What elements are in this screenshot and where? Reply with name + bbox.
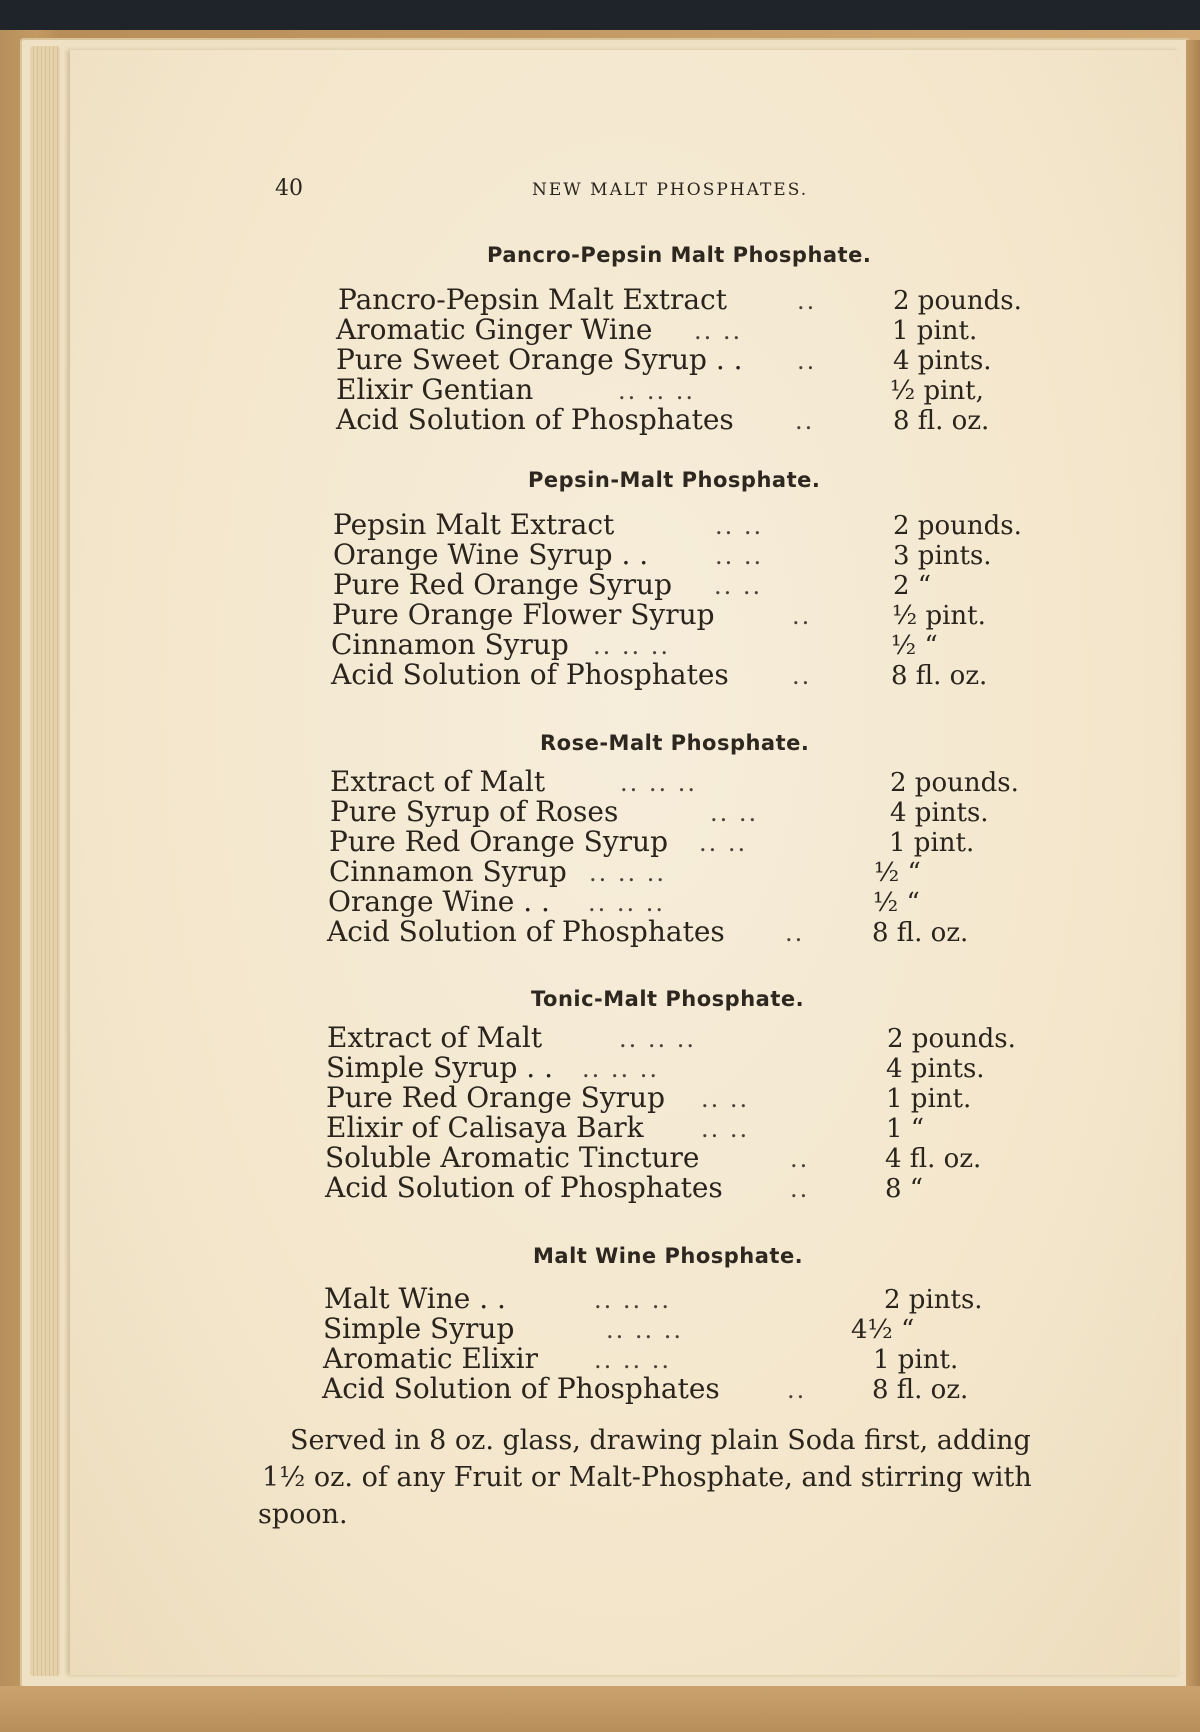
ingredient-amount: ½ “ (874, 858, 921, 888)
dot-leaders: .. .. .. (620, 769, 698, 797)
serving-note-line: spoon. (258, 1499, 348, 1530)
ingredient-name: Elixir of Calisaya Bark (326, 1111, 644, 1144)
recipe-row (330, 767, 1090, 797)
ingredient-name: Acid Solution of Phosphates (322, 1372, 720, 1405)
section-title: Pepsin-Malt Phosphate. (528, 468, 821, 492)
ingredient-name: Orange Wine Syrup . . (333, 538, 649, 571)
ingredient-amount: ½ “ (873, 888, 920, 918)
ingredient-name: Cinnamon Syrup (331, 628, 569, 661)
recipe-row (326, 1053, 1086, 1083)
ingredient-amount: 4 pints. (886, 1054, 985, 1084)
ingredient-amount: 1 pint. (889, 828, 975, 858)
ingredient-name: Soluble Aromatic Tincture (325, 1141, 700, 1174)
section-title: Pancro-Pepsin Malt Phosphate. (487, 243, 872, 267)
recipe-row (330, 797, 1090, 827)
recipe-row (331, 660, 1091, 690)
ingredient-amount: 1 pint. (892, 316, 978, 346)
dot-leaders: .. (787, 1376, 807, 1404)
ingredient-name: Pancro-Pepsin Malt Extract (338, 283, 727, 316)
ingredient-amount: ½ pint. (892, 601, 986, 631)
dot-leaders: .. .. (694, 317, 743, 345)
dot-leaders: .. .. .. (593, 632, 671, 660)
ingredient-name: Extract of Malt (327, 1021, 543, 1054)
ingredient-name: Cinnamon Syrup (329, 855, 567, 888)
ingredient-name: Extract of Malt (330, 765, 546, 798)
section-title: Tonic-Malt Phosphate. (531, 987, 805, 1011)
recipe-row (323, 1344, 1083, 1374)
recipe-row (329, 827, 1089, 857)
dot-leaders: .. (792, 602, 812, 630)
recipe-row (323, 1314, 1083, 1344)
dot-leaders: .. .. (715, 542, 764, 570)
ingredient-amount: 1 pint. (873, 1345, 959, 1375)
recipe-row (329, 857, 1089, 887)
ingredient-amount: 4 pints. (893, 346, 992, 376)
ingredient-name: Pepsin Malt Extract (333, 508, 615, 541)
page-number: 40 (275, 176, 303, 201)
dot-leaders: .. (792, 662, 812, 690)
ingredient-name: Pure Syrup of Roses (330, 795, 619, 828)
ingredient-amount: 2 pints. (884, 1285, 983, 1315)
dot-leaders: .. .. (701, 1085, 750, 1113)
ingredient-amount: 8 fl. oz. (891, 661, 988, 691)
dot-leaders: .. .. (714, 572, 763, 600)
dot-leaders: .. .. .. (594, 1286, 672, 1314)
ingredient-amount: 8 fl. oz. (872, 918, 969, 948)
dot-leaders: .. (790, 1145, 810, 1173)
section-title: Rose-Malt Phosphate. (540, 731, 810, 755)
dot-leaders: .. .. .. (618, 377, 696, 405)
ingredient-amount: ½ “ (891, 631, 938, 661)
ingredient-name: Acid Solution of Phosphates (327, 915, 725, 948)
dot-leaders: .. .. (715, 512, 764, 540)
dot-leaders: .. .. .. (606, 1316, 684, 1344)
ingredient-amount: 8 fl. oz. (872, 1375, 969, 1405)
recipe-row (327, 1023, 1087, 1053)
ingredient-name: Pure Orange Flower Syrup (332, 598, 715, 631)
dot-leaders: .. .. .. (588, 889, 666, 917)
ingredient-amount: 2 pounds. (893, 286, 1022, 316)
dot-leaders: .. (790, 1175, 810, 1203)
ingredient-amount: ½ pint, (890, 376, 984, 406)
dot-leaders: .. .. (701, 1115, 750, 1143)
ingredient-amount: 4½ “ (851, 1315, 915, 1345)
ingredient-name: Acid Solution of Phosphates (336, 403, 734, 436)
section-title: Malt Wine Phosphate. (533, 1244, 804, 1268)
recipe-row (336, 375, 1096, 405)
dot-leaders: .. .. (699, 829, 748, 857)
recipe-row (326, 1113, 1086, 1143)
ingredient-amount: 2 pounds. (893, 511, 1022, 541)
ingredient-amount: 8 “ (885, 1174, 924, 1204)
ingredient-amount: 1 “ (886, 1114, 925, 1144)
ingredient-amount: 8 fl. oz. (893, 406, 990, 436)
ingredient-amount: 2 pounds. (887, 1024, 1016, 1054)
recipe-row (324, 1284, 1084, 1314)
recipe-row (332, 600, 1092, 630)
dot-leaders: .. (797, 287, 817, 315)
ingredient-name: Simple Syrup . . (326, 1051, 553, 1084)
ingredient-name: Acid Solution of Phosphates (325, 1171, 723, 1204)
ingredient-amount: 2 “ (893, 571, 932, 601)
ingredient-name: Pure Red Orange Syrup (329, 825, 669, 858)
dot-leaders: .. .. .. (594, 1346, 672, 1374)
dot-leaders: .. (785, 919, 805, 947)
recipe-row (333, 570, 1093, 600)
recipe-row (336, 345, 1096, 375)
recipe-row (328, 887, 1088, 917)
dot-leaders: .. (797, 347, 817, 375)
recipe-row (338, 285, 1098, 315)
serving-note-line: Served in 8 oz. glass, drawing plain Soda first, adding (290, 1425, 1031, 1456)
ingredient-name: Pure Red Orange Syrup (333, 568, 673, 601)
recipe-row (333, 510, 1093, 540)
ingredient-name: Pure Sweet Orange Syrup . . (336, 343, 743, 376)
recipe-row (322, 1374, 1082, 1404)
recipe-row (336, 405, 1096, 435)
dot-leaders: .. .. .. (589, 859, 667, 887)
recipe-row (327, 917, 1087, 947)
ingredient-name: Acid Solution of Phosphates (331, 658, 729, 691)
ingredient-name: Malt Wine . . (324, 1282, 506, 1315)
ingredient-amount: 4 fl. oz. (885, 1144, 982, 1174)
dot-leaders: .. (795, 407, 815, 435)
dot-leaders: .. .. (710, 799, 759, 827)
recipe-row (331, 630, 1091, 660)
ingredient-name: Pure Red Orange Syrup (326, 1081, 666, 1114)
ingredient-name: Elixir Gentian (336, 373, 534, 406)
recipe-row (325, 1143, 1085, 1173)
recipe-row (325, 1173, 1085, 1203)
header-title: NEW MALT PHOSPHATES. (532, 180, 809, 200)
ingredient-name: Aromatic Ginger Wine (336, 313, 653, 346)
ingredient-amount: 1 pint. (886, 1084, 972, 1114)
ingredient-name: Aromatic Elixir (323, 1342, 538, 1375)
ingredient-name: Simple Syrup (323, 1312, 515, 1345)
recipe-row (336, 315, 1096, 345)
ingredient-amount: 3 pints. (893, 541, 992, 571)
recipe-row (326, 1083, 1086, 1113)
serving-note (258, 1422, 1078, 1533)
dot-leaders: .. .. .. (619, 1025, 697, 1053)
running-head (275, 176, 975, 208)
ingredient-amount: 2 pounds. (890, 768, 1019, 798)
ingredient-name: Orange Wine . . (328, 885, 550, 918)
dot-leaders: .. .. .. (582, 1055, 660, 1083)
serving-note-line: 1½ oz. of any Fruit or Malt-Phosphate, and stirring with (262, 1462, 1032, 1493)
recipe-row (333, 540, 1093, 570)
ingredient-amount: 4 pints. (890, 798, 989, 828)
